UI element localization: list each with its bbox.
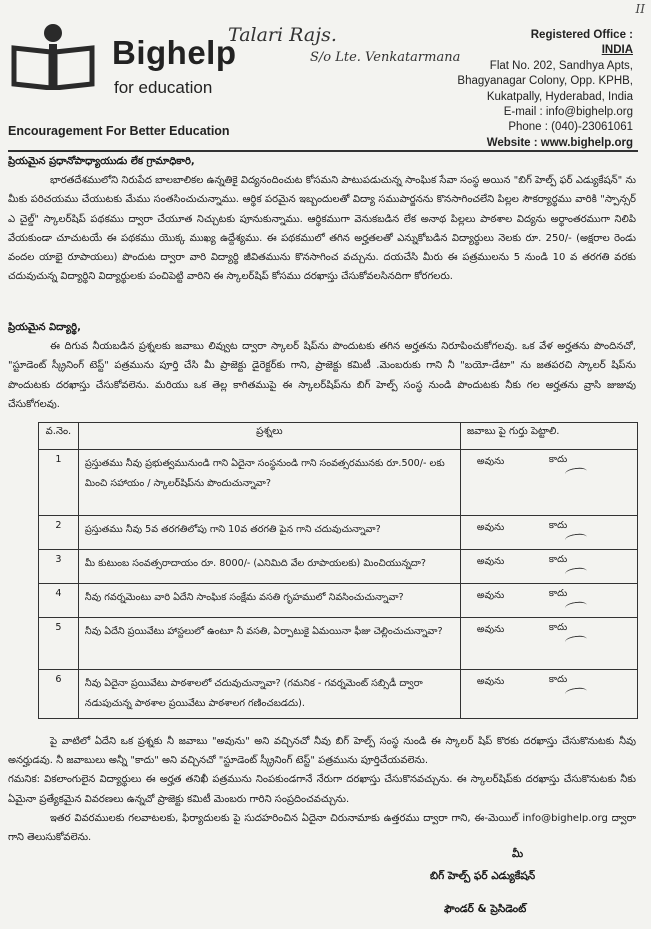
answer-yes-option[interactable]: అవును: [476, 556, 505, 567]
footer-paragraph-3: ఇతర వివరములకు గలవాటలకు, ఫిర్యాదులకు పై సుదహరించిన ఏదైనా చిరునామాకు ఉత్తరము ద్వారా గాని, ఈ-మెయిల్ info@bighelp.org ద్వారా గాని తెలుసుకోవలెను.: [8, 812, 636, 844]
sign-mee: మీ: [512, 848, 524, 860]
letter-section-2: [8, 318, 636, 414]
row-question: నీవు గవర్నమెంటు వారి ఏదేని సాంఘిక సంక్షేమ వసతి గృహములో నివసించుచున్నావా?: [78, 584, 460, 618]
sign-title: ఫౌండర్ & ప్రెసిడెంట్: [444, 903, 527, 915]
footer-notes: [8, 732, 636, 847]
answer-no-option[interactable]: కాదు: [548, 454, 568, 465]
table-row: [39, 584, 638, 618]
table-row: [39, 670, 638, 719]
row-question: నీవు ఏదైనా ప్రయివేటు పాఠశాలలో చదువుచున్నావా? (గమనిక - గవర్నమెంట్ సబ్సిడీ ద్వారా నడుపుచున్న పాఠశాల ప్రయివేటు పాఠశాలగ గణించబడదు).: [78, 670, 460, 719]
answer-no-option[interactable]: కాదు: [548, 674, 568, 685]
table-row: [39, 618, 638, 670]
address-line-3: Kukatpally, Hyderabad, India: [486, 90, 633, 103]
answer-yes-option[interactable]: అవును: [476, 624, 505, 635]
sign-organization: బిగ్ హెల్ప్ ఫర్ ఎడ్యుకేషన్: [430, 870, 536, 882]
brand-name: Bighelp: [112, 34, 237, 71]
row-number: 6: [39, 670, 79, 719]
answer-no-option[interactable]: కాదు: [548, 622, 568, 633]
address-line-2: Bhagyanagar Colony, Opp. KPHB,: [457, 75, 633, 88]
handwritten-parent: S/o Lte. Venkatarmana: [310, 50, 461, 65]
answer-yes-option[interactable]: అవును: [476, 676, 505, 687]
table-row: [39, 450, 638, 516]
row-answer: [460, 670, 637, 719]
no-tick-mark: [564, 687, 587, 699]
row-number: 3: [39, 550, 79, 584]
greeting-headmaster: ప్రియమైన ప్రధానోపాధ్యాయుడు లేక గ్రామాధికారి,: [8, 156, 195, 167]
header-number: వ.నెం.: [39, 423, 79, 450]
answer-yes-option[interactable]: అవును: [476, 590, 505, 601]
bighelp-logo: [8, 22, 98, 90]
no-tick-mark: [564, 601, 587, 613]
country: INDIA: [601, 44, 633, 57]
brand-subtitle: for education: [114, 78, 213, 97]
letter-section-1: [8, 152, 636, 286]
answer-no-option[interactable]: కాదు: [548, 520, 568, 531]
page-mark: II: [635, 2, 645, 16]
no-tick-mark: [564, 467, 587, 479]
row-answer: [460, 550, 637, 584]
paragraph-intro: భారతదేశములోని నిరుపేద బాలబాలికల ఉన్నతికై విద్యనందించుట కోసమని పాటుపడుచున్న సాంఘిక సేవా సంస్థ అయిన "బిగ్ హెల్ప్ ఫర్ ఎడ్యుకేషన్" ను మీకు పరిచయము చేయుటకు మేము సంతసించుచున్నాము. ఆర్థిక పరమైన ఇబ్బందులతో విద్యా సముపార్జనను కొనసాగించలేని పిల్లల సౌకర్యార్థము వారికి "స్పాన్సర్ ఎ చైల్డ్" స్కాలర్‌షిప్ పథకము ద్వారా చేయూత నిచ్చుటకు పూనుకున్నాము. ఆర్థికముగా వెనుకబడిన లేక అనాథ పిల్లలు పాఠశాల విద్యను అర్థాంతరముగా నిలిపి వేయకుండా చూచుటయే ఈ పథకము యొక్క ముఖ్య ఉద్దేశ్యము. ఈ పథకములో తగిన అర్హతలతో ఎన్నుకోబడిన విద్యార్థులు నెలకు రూ. 250/- (అక్షరాల రెండు వందల యాభై రూపాయలు) పొందుట ద్వారా వారి విద్యార్థి జీవితమును కొనసాగించ వచ్చును. దయచేసి మీరు ఈ పత్రములను 5 నుండి 10 వ తరగతి వరకు చదువుచున్న విద్యార్థిని విద్యార్థులకు పంచిపెట్టి వారిని ఈ స్కాలర్‌షిప్ కోసము దరఖాస్తు చేసుకోవలసినదిగా కోరగలరు.: [8, 175, 636, 283]
questions-table: [38, 422, 638, 719]
row-answer: [460, 450, 637, 516]
handwritten-name: Talari Rajs.: [228, 24, 337, 46]
row-number: 2: [39, 516, 79, 550]
footer-paragraph-1: పై వాటిలో ఏదేని ఒక ప్రశ్నకు నీ జవాబు "అవును" అని వచ్చినచో నీవు బిగ్ హెల్ప్ సంస్థ నుండి ఈ స్కాలర్ షిప్ కొరకు దరఖాస్తు చేసుకొనుటకు నీవు అనర్హుడవు. నీ జవాబులు అన్నీ "కాదు" అని వచ్చినచో "స్టూడెంట్ స్క్రీనింగ్ టెస్ట్" పత్రమును పూర్తిచేయవలెను.: [8, 736, 636, 767]
row-number: 1: [39, 450, 79, 516]
tagline: Encouragement For Better Education: [8, 124, 230, 138]
address-line-1: Flat No. 202, Sandhya Apts,: [489, 59, 633, 72]
phone: Phone : (040)-23061061: [508, 121, 633, 134]
footer-note: గమనిక: వికలాంగులైన విద్యార్థులు ఈ అర్హత తనిఖీ పత్రమును నింపకుండగానే నేరుగా దరఖాస్తు చేసుకొనవచ్చును. ఈ స్కాలర్‌షిప్‌కు దరఖాస్తు చేసుకొనుటకు నీకు ఏమైనా ప్రత్యేకమైన వివరణలు ఉన్నచో ప్రాజెక్టు కమిటీ మెంబరు గారిని సంప్రదించవచ్చును.: [8, 774, 636, 805]
answer-no-option[interactable]: కాదు: [548, 588, 568, 599]
table-row: [39, 516, 638, 550]
no-tick-mark: [564, 567, 587, 579]
registered-office-label: Registered Office :: [530, 29, 633, 41]
row-number: 5: [39, 618, 79, 670]
header-questions: ప్రశ్నలు: [78, 423, 460, 450]
header-answer: జవాబు పై గుర్తు పెట్టాలి.: [460, 423, 637, 450]
answer-yes-option[interactable]: అవును: [476, 456, 505, 467]
no-tick-mark: [564, 635, 587, 647]
row-question: మీ కుటుంబ సంవత్సరాదాయం రూ. 8000/- (ఎనిమిది వేల రూపాయలకు) మించియున్నదా?: [78, 550, 460, 584]
row-question: నీవు ఏదేని ప్రయివేటు హాస్టలులో ఉంటూ నీ వసతి, ఏర్పాటుకై ఏమయినా ఫీజు చెల్లించుచున్నావా?: [78, 618, 460, 670]
row-answer: [460, 584, 637, 618]
row-answer: [460, 618, 637, 670]
answer-no-option[interactable]: కాదు: [548, 554, 568, 565]
address-block: [457, 28, 633, 151]
row-answer: [460, 516, 637, 550]
greeting-student: ప్రియమైన విద్యార్థి,: [8, 322, 81, 333]
answer-yes-option[interactable]: అవును: [476, 522, 505, 533]
table-header-row: [39, 423, 638, 450]
website: Website : www.bighelp.org: [486, 136, 633, 149]
row-number: 4: [39, 584, 79, 618]
paragraph-student: ఈ దిగువ నీయబడిన ప్రశ్నలకు జవాబు లివ్వుట ద్వారా స్కాలర్ షిప్‌ను పొందుటకు తగిన అర్హతను నిరూపించుకోగలవు. ఒక వేళ అర్హతను పొందినచో, "స్టూడెంట్ స్క్రీనింగ్ టెస్ట్" పత్రమును పూర్తి చేసి మీ ప్రాజెక్టు డైరెక్టర్‌కు గాని, ప్రాజెక్టు కమిటీ .మెంబరుకు గాని నీ "బయో-డేటా" ను జతపరచి స్కాలర్ షిప్‌ను పొందుటకు దరఖాస్తు చేసుకోవలెను. మరియు ఒక తెల్ల కాగితముపై ఈ స్కాలర్‌షిప్‌ను బిగ్ హెల్ప్ సంస్థ నుండి పొందుటకు నీకు గల అర్హతను వ్రాసి జుజువు చేసుకోగలవు.: [8, 341, 636, 410]
no-tick-mark: [564, 533, 587, 545]
row-question: ప్రస్తుతము నీవు 5వ తరగతిలోపు గాని 10వ తరగతి పైన గాని చదువుచున్నావా?: [78, 516, 460, 550]
row-question: ప్రస్తుతము నీవు ప్రభుత్వమునుండి గాని ఏదైనా సంస్థనుండి గాని సంవత్సరమునకు రూ.500/- లకు మించి సహాయం / స్కాలర్‌షిప్‌ను పొందుచున్నావా?: [78, 450, 460, 516]
table-row: [39, 550, 638, 584]
email: E-mail : info@bighelp.org: [503, 106, 633, 119]
